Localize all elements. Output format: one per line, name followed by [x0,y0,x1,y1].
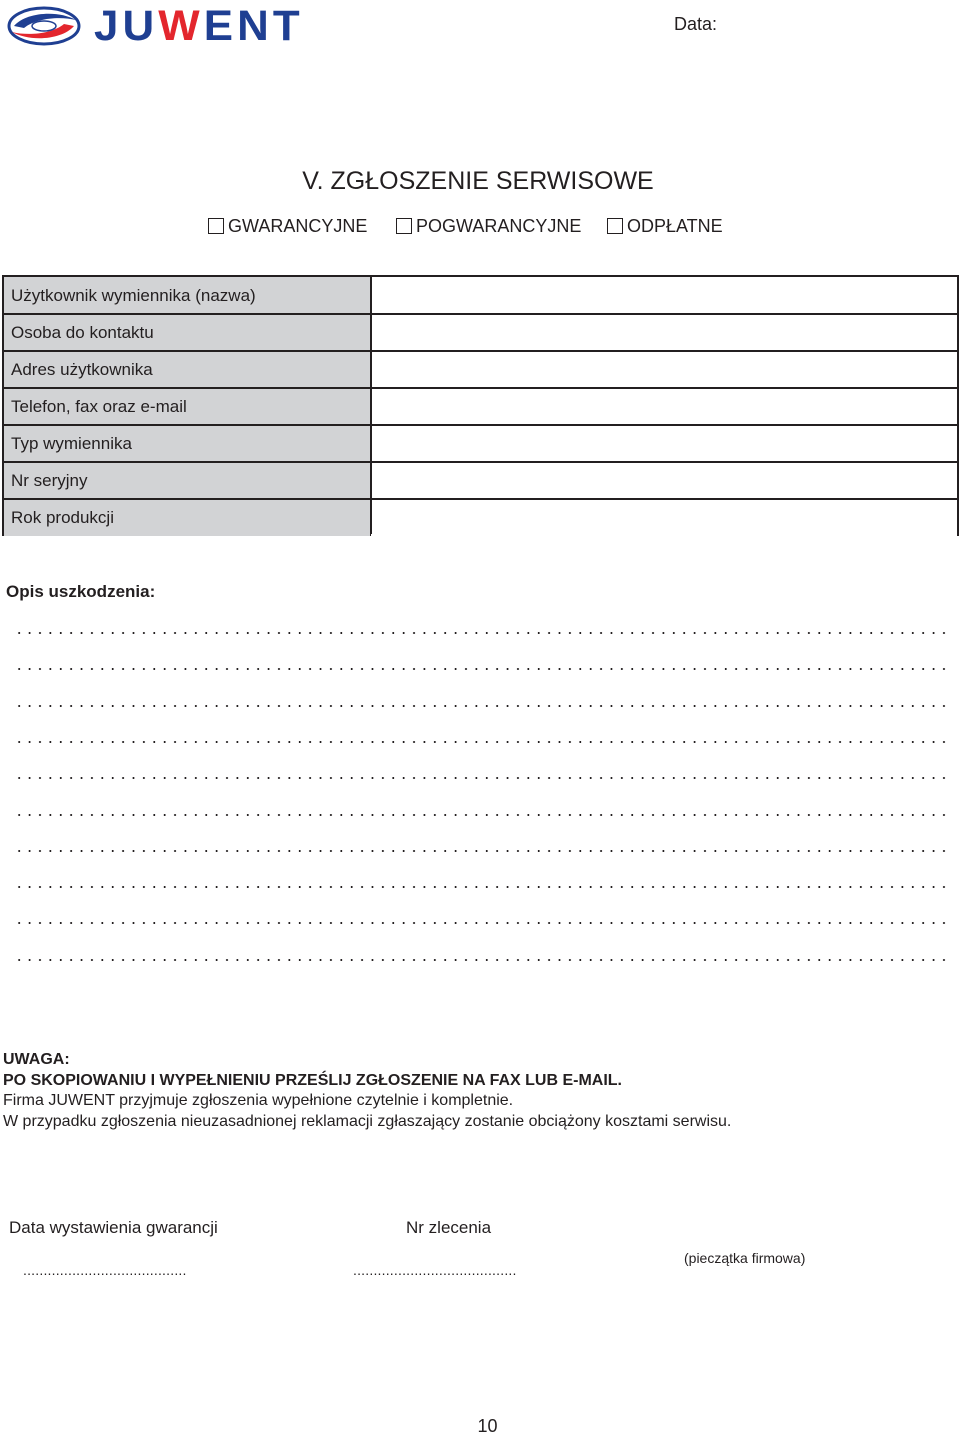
device-info-table [2,275,959,536]
option-gwarancyjne[interactable] [208,215,367,237]
field-input-serial-number[interactable] [371,462,957,499]
field-input-production-year[interactable] [371,499,957,536]
field-input-user-name[interactable] [371,277,957,314]
company-stamp-label: (pieczątka firmowa) [684,1250,806,1266]
damage-description-label: Opis uszkodzenia: [6,582,156,601]
description-dotted-line[interactable] [14,668,948,670]
notice-block [3,1050,731,1132]
field-input-exchanger-type[interactable] [371,425,957,462]
checkbox-pogwarancyjne[interactable] [396,218,412,234]
description-dotted-line[interactable] [14,886,948,888]
table-row [4,462,957,499]
description-dotted-line[interactable] [14,632,948,634]
field-label-production-year: Rok produkcji [4,499,370,536]
row-divider [4,461,957,463]
checkbox-gwarancyjne[interactable] [208,218,224,234]
row-divider [4,387,957,389]
table-row [4,388,957,425]
field-label-user-name: Użytkownik wymiennika (nazwa) [4,277,370,314]
field-label-serial-number: Nr seryjny [4,462,370,499]
option-label: ODPŁATNE [627,216,723,236]
service-type-options [0,215,960,239]
order-number-label: Nr zlecenia [406,1218,492,1237]
description-dotted-line[interactable] [14,777,948,779]
option-label: POGWARANCYJNE [416,216,582,236]
field-label-user-address: Adres użytkownika [4,351,370,388]
juwent-logo [6,4,376,48]
field-input-contact-person[interactable] [371,314,957,351]
warranty-date-label: Data wystawienia gwarancji [9,1218,218,1237]
option-odplatne[interactable] [607,215,723,237]
date-label: Data: [674,14,718,34]
description-dotted-line[interactable] [14,959,948,961]
notice-heading: UWAGA: [3,1051,70,1068]
notice-line-3: W przypadku zgłoszenia nieuzasadnionej reklamacji zgłaszający zostanie obciążony kosztami serwisu. [3,1112,732,1130]
table-row [4,277,957,314]
field-label-contact-person: Osoba do kontaktu [4,314,370,351]
table-row [4,499,957,536]
option-pogwarancyjne[interactable] [396,215,581,237]
description-dotted-line[interactable] [14,814,948,816]
notice-line-2: Firma JUWENT przyjmuje zgłoszenia wypełnione czytelnie i kompletnie. [3,1092,514,1109]
checkbox-odplatne[interactable] [607,218,623,234]
form-title: V. ZGŁOSZENIE SERWISOWE [302,167,654,195]
row-divider [4,498,957,500]
description-dotted-line[interactable] [14,741,948,743]
notice-line-1: PO SKOPIOWANIU I WYPEŁNIENIU PRZEŚLIJ ZGŁOSZENIE NA FAX LUB E-MAIL. [3,1071,622,1089]
logo-emblem-icon [6,4,86,48]
order-number-field[interactable]: ........................................ [353,1262,517,1278]
description-dotted-line[interactable] [14,705,948,707]
description-dotted-line[interactable] [14,850,948,852]
row-divider [4,313,957,315]
row-divider [4,424,957,426]
field-input-user-address[interactable] [371,351,957,388]
row-divider [4,350,957,352]
page-number: 10 [477,1416,498,1436]
column-divider [370,277,372,534]
table-row [4,351,957,388]
field-label-phone-fax-email: Telefon, fax oraz e-mail [4,388,370,425]
logo-wordmark: JUWENT [94,2,304,50]
table-row [4,314,957,351]
table-row [4,425,957,462]
field-label-exchanger-type: Typ wymiennika [4,425,370,462]
warranty-date-field[interactable]: ........................................ [23,1262,187,1278]
description-dotted-line[interactable] [14,922,948,924]
field-input-phone-fax-email[interactable] [371,388,957,425]
option-label: GWARANCYJNE [228,216,368,236]
